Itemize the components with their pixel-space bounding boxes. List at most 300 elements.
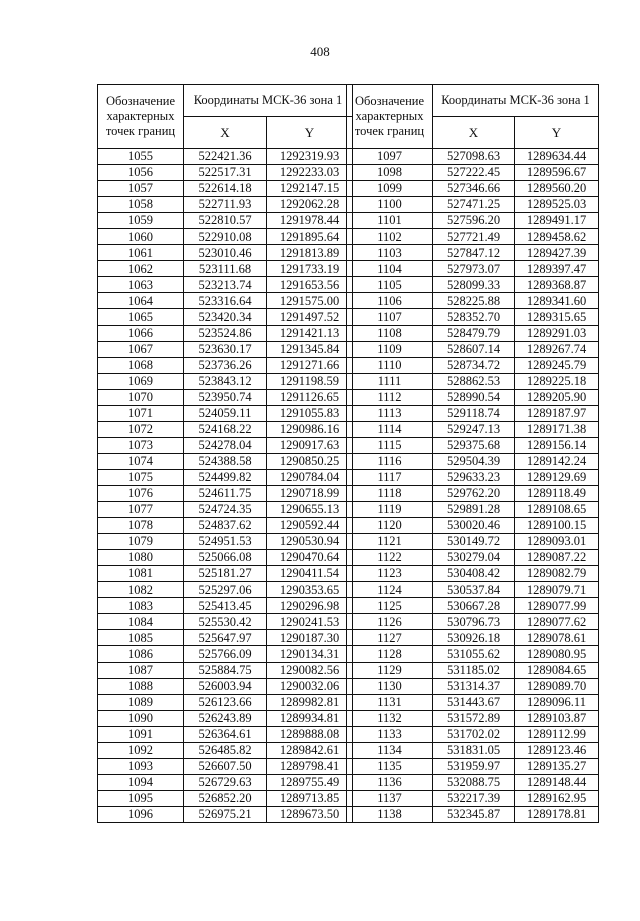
point-id-cell: 1074: [98, 453, 184, 469]
x-cell: 526123.66: [184, 694, 267, 710]
table-row: [98, 277, 353, 293]
y-cell: 1292147.15: [267, 181, 353, 197]
point-id-cell: 1127: [347, 630, 433, 646]
y-cell: 1289291.03: [515, 325, 599, 341]
x-cell: 530408.42: [433, 566, 515, 582]
table-row: [347, 245, 599, 261]
x-cell: 523630.17: [184, 341, 267, 357]
x-header: X: [433, 117, 515, 149]
point-id-cell: 1105: [347, 277, 433, 293]
point-id-cell: 1097: [347, 149, 433, 165]
point-id-cell: 1057: [98, 181, 184, 197]
table-row: [347, 485, 599, 501]
x-cell: 528479.79: [433, 325, 515, 341]
y-cell: 1289135.27: [515, 758, 599, 774]
table-row: [98, 373, 353, 389]
point-id-cell: 1096: [98, 806, 184, 822]
table-row: [347, 149, 599, 165]
table-row: [347, 646, 599, 662]
y-cell: 1289087.22: [515, 550, 599, 566]
point-id-cell: 1098: [347, 165, 433, 181]
y-cell: 1290470.64: [267, 550, 353, 566]
table-row: [347, 550, 599, 566]
point-id-cell: 1111: [347, 373, 433, 389]
table-row: [347, 453, 599, 469]
point-id-cell: 1091: [98, 726, 184, 742]
point-id-cell: 1094: [98, 774, 184, 790]
point-id-cell: 1073: [98, 437, 184, 453]
table-row: [98, 710, 353, 726]
x-cell: 527222.45: [433, 165, 515, 181]
table-row: [98, 357, 353, 373]
point-id-cell: 1055: [98, 149, 184, 165]
x-cell: 526485.82: [184, 742, 267, 758]
table-row: [347, 774, 599, 790]
table-row: [98, 502, 353, 518]
table-row: [98, 389, 353, 405]
point-id-cell: 1075: [98, 469, 184, 485]
table-row: [347, 261, 599, 277]
y-cell: 1289077.62: [515, 614, 599, 630]
point-id-cell: 1093: [98, 758, 184, 774]
table-row: [98, 678, 353, 694]
point-id-cell: 1109: [347, 341, 433, 357]
point-id-cell: 1120: [347, 518, 433, 534]
y-cell: 1289798.41: [267, 758, 353, 774]
x-cell: 531185.02: [433, 662, 515, 678]
y-cell: 1290082.56: [267, 662, 353, 678]
table-row: [98, 742, 353, 758]
y-cell: 1289118.49: [515, 485, 599, 501]
point-id-cell: 1108: [347, 325, 433, 341]
y-cell: 1289162.95: [515, 790, 599, 806]
table-body-right: [347, 149, 599, 823]
point-id-cell: 1135: [347, 758, 433, 774]
table-row: [347, 790, 599, 806]
y-cell: 1290134.31: [267, 646, 353, 662]
y-cell: 1289156.14: [515, 437, 599, 453]
x-cell: 531572.89: [433, 710, 515, 726]
x-cell: 526003.94: [184, 678, 267, 694]
x-cell: 523950.74: [184, 389, 267, 405]
table-row: [347, 678, 599, 694]
y-cell: 1289078.61: [515, 630, 599, 646]
point-id-cell: 1125: [347, 598, 433, 614]
table-row: [347, 726, 599, 742]
table-row: [98, 453, 353, 469]
table-row: [98, 165, 353, 181]
point-id-cell: 1115: [347, 437, 433, 453]
x-cell: 524724.35: [184, 502, 267, 518]
y-cell: 1289112.99: [515, 726, 599, 742]
x-cell: 530279.04: [433, 550, 515, 566]
table-row: [347, 694, 599, 710]
y-cell: 1290655.13: [267, 502, 353, 518]
y-cell: 1289178.81: [515, 806, 599, 822]
table-row: [98, 149, 353, 165]
x-cell: 532345.87: [433, 806, 515, 822]
x-cell: 529891.28: [433, 502, 515, 518]
y-cell: 1289093.01: [515, 534, 599, 550]
x-cell: 526607.50: [184, 758, 267, 774]
point-id-cell: 1064: [98, 293, 184, 309]
x-cell: 524278.04: [184, 437, 267, 453]
point-id-cell: 1063: [98, 277, 184, 293]
point-id-cell: 1087: [98, 662, 184, 678]
y-cell: 1289842.61: [267, 742, 353, 758]
y-cell: 1290784.04: [267, 469, 353, 485]
y-cell: 1289171.38: [515, 421, 599, 437]
x-cell: 522910.08: [184, 229, 267, 245]
x-cell: 527973.07: [433, 261, 515, 277]
table-row: [98, 261, 353, 277]
point-id-cell: 1119: [347, 502, 433, 518]
table-row: [98, 758, 353, 774]
point-id-cell: 1079: [98, 534, 184, 550]
point-id-cell: 1084: [98, 614, 184, 630]
designation-header: Обозначение характерных точек границ: [98, 85, 184, 149]
point-id-cell: 1107: [347, 309, 433, 325]
y-cell: 1292319.93: [267, 149, 353, 165]
x-cell: 529633.23: [433, 469, 515, 485]
y-cell: 1289084.65: [515, 662, 599, 678]
point-id-cell: 1131: [347, 694, 433, 710]
table-row: [98, 534, 353, 550]
point-id-cell: 1130: [347, 678, 433, 694]
point-id-cell: 1101: [347, 213, 433, 229]
point-id-cell: 1110: [347, 357, 433, 373]
table-row: [347, 309, 599, 325]
x-cell: 528099.33: [433, 277, 515, 293]
point-id-cell: 1133: [347, 726, 433, 742]
y-cell: 1289934.81: [267, 710, 353, 726]
y-cell: 1289089.70: [515, 678, 599, 694]
x-cell: 525766.09: [184, 646, 267, 662]
y-cell: 1290917.63: [267, 437, 353, 453]
x-cell: 530926.18: [433, 630, 515, 646]
table-row: [98, 293, 353, 309]
x-cell: 531443.67: [433, 694, 515, 710]
x-cell: 523420.34: [184, 309, 267, 325]
x-cell: 523843.12: [184, 373, 267, 389]
y-cell: 1290187.30: [267, 630, 353, 646]
table-row: [347, 469, 599, 485]
y-cell: 1289077.99: [515, 598, 599, 614]
y-cell: 1289525.03: [515, 197, 599, 213]
point-id-cell: 1117: [347, 469, 433, 485]
table-row: [347, 630, 599, 646]
x-cell: 532088.75: [433, 774, 515, 790]
table-row: [347, 566, 599, 582]
table-row: [347, 437, 599, 453]
x-cell: 522517.31: [184, 165, 267, 181]
x-cell: 528607.14: [433, 341, 515, 357]
y-cell: 1290718.99: [267, 485, 353, 501]
y-cell: 1291733.19: [267, 261, 353, 277]
x-cell: 531831.05: [433, 742, 515, 758]
point-id-cell: 1128: [347, 646, 433, 662]
point-id-cell: 1104: [347, 261, 433, 277]
point-id-cell: 1062: [98, 261, 184, 277]
point-id-cell: 1060: [98, 229, 184, 245]
table-row: [98, 598, 353, 614]
y-cell: 1290530.94: [267, 534, 353, 550]
point-id-cell: 1126: [347, 614, 433, 630]
table-row: [347, 165, 599, 181]
table-row: [98, 213, 353, 229]
y-cell: 1289427.39: [515, 245, 599, 261]
y-cell: 1289187.97: [515, 405, 599, 421]
x-cell: 522711.93: [184, 197, 267, 213]
y-cell: 1289225.18: [515, 373, 599, 389]
point-id-cell: 1138: [347, 806, 433, 822]
y-cell: 1289245.79: [515, 357, 599, 373]
point-id-cell: 1124: [347, 582, 433, 598]
table-row: [347, 710, 599, 726]
y-cell: 1290032.06: [267, 678, 353, 694]
table-row: [347, 534, 599, 550]
x-cell: 522614.18: [184, 181, 267, 197]
table-row: [347, 213, 599, 229]
x-cell: 525530.42: [184, 614, 267, 630]
x-cell: 526975.21: [184, 806, 267, 822]
x-cell: 531314.37: [433, 678, 515, 694]
point-id-cell: 1118: [347, 485, 433, 501]
point-id-cell: 1061: [98, 245, 184, 261]
x-cell: 525413.45: [184, 598, 267, 614]
y-cell: 1290241.53: [267, 614, 353, 630]
x-cell: 525647.97: [184, 630, 267, 646]
table-row: [98, 694, 353, 710]
point-id-cell: 1081: [98, 566, 184, 582]
x-cell: 526243.89: [184, 710, 267, 726]
point-id-cell: 1116: [347, 453, 433, 469]
y-cell: 1292233.03: [267, 165, 353, 181]
y-cell: 1291271.66: [267, 357, 353, 373]
x-cell: 530667.28: [433, 598, 515, 614]
table-row: [98, 518, 353, 534]
y-cell: 1289755.49: [267, 774, 353, 790]
x-cell: 524168.22: [184, 421, 267, 437]
table-row: [98, 726, 353, 742]
y-cell: 1290850.25: [267, 453, 353, 469]
y-cell: 1291126.65: [267, 389, 353, 405]
x-cell: 523213.74: [184, 277, 267, 293]
y-cell: 1289888.08: [267, 726, 353, 742]
point-id-cell: 1129: [347, 662, 433, 678]
y-cell: 1290296.98: [267, 598, 353, 614]
x-cell: 529504.39: [433, 453, 515, 469]
table-row: [98, 469, 353, 485]
x-cell: 531055.62: [433, 646, 515, 662]
point-id-cell: 1132: [347, 710, 433, 726]
point-id-cell: 1113: [347, 405, 433, 421]
x-cell: 528734.72: [433, 357, 515, 373]
x-cell: 527471.25: [433, 197, 515, 213]
table-body-left: [98, 149, 353, 823]
point-id-cell: 1106: [347, 293, 433, 309]
point-id-cell: 1122: [347, 550, 433, 566]
x-cell: 530537.84: [433, 582, 515, 598]
table-row: [347, 421, 599, 437]
y-cell: 1291421.13: [267, 325, 353, 341]
point-id-cell: 1058: [98, 197, 184, 213]
y-cell: 1290353.65: [267, 582, 353, 598]
point-id-cell: 1086: [98, 646, 184, 662]
coords-header: Координаты МСК-36 зона 1: [433, 85, 599, 117]
table-row: [347, 598, 599, 614]
x-cell: 527098.63: [433, 149, 515, 165]
table-row: [98, 309, 353, 325]
x-cell: 523010.46: [184, 245, 267, 261]
x-cell: 522421.36: [184, 149, 267, 165]
point-id-cell: 1071: [98, 405, 184, 421]
point-id-cell: 1137: [347, 790, 433, 806]
table-row: [347, 373, 599, 389]
table-row: [98, 421, 353, 437]
table-row: [347, 405, 599, 421]
point-id-cell: 1114: [347, 421, 433, 437]
table-row: [347, 742, 599, 758]
x-cell: 528990.54: [433, 389, 515, 405]
x-cell: 523736.26: [184, 357, 267, 373]
point-id-cell: 1092: [98, 742, 184, 758]
table-row: [98, 630, 353, 646]
point-id-cell: 1069: [98, 373, 184, 389]
table-row: [98, 614, 353, 630]
point-id-cell: 1121: [347, 534, 433, 550]
y-cell: 1289368.87: [515, 277, 599, 293]
designation-header: Обозначение характерных точек границ: [347, 85, 433, 149]
table-row: [347, 197, 599, 213]
y-cell: 1291813.89: [267, 245, 353, 261]
point-id-cell: 1123: [347, 566, 433, 582]
y-cell: 1289108.65: [515, 502, 599, 518]
y-cell: 1291198.59: [267, 373, 353, 389]
coordinates-table-left: [97, 84, 353, 823]
y-cell: 1289205.90: [515, 389, 599, 405]
table-row: [98, 197, 353, 213]
table-row: [98, 405, 353, 421]
table-row: [98, 229, 353, 245]
point-id-cell: 1082: [98, 582, 184, 598]
point-id-cell: 1076: [98, 485, 184, 501]
x-cell: 532217.39: [433, 790, 515, 806]
point-id-cell: 1134: [347, 742, 433, 758]
table-row: [98, 550, 353, 566]
table-row: [98, 245, 353, 261]
y-cell: 1289341.60: [515, 293, 599, 309]
x-cell: 530796.73: [433, 614, 515, 630]
x-cell: 523316.64: [184, 293, 267, 309]
x-cell: 528225.88: [433, 293, 515, 309]
point-id-cell: 1080: [98, 550, 184, 566]
table-row: [347, 389, 599, 405]
x-cell: 529118.74: [433, 405, 515, 421]
point-id-cell: 1085: [98, 630, 184, 646]
y-cell: 1289267.74: [515, 341, 599, 357]
y-cell: 1290986.16: [267, 421, 353, 437]
y-cell: 1289397.47: [515, 261, 599, 277]
table-row: [347, 662, 599, 678]
x-cell: 531959.97: [433, 758, 515, 774]
y-cell: 1289596.67: [515, 165, 599, 181]
table-row: [347, 614, 599, 630]
y-cell: 1289082.79: [515, 566, 599, 582]
table-row: [347, 293, 599, 309]
point-id-cell: 1067: [98, 341, 184, 357]
x-cell: 523524.86: [184, 325, 267, 341]
coords-header: Координаты МСК-36 зона 1: [184, 85, 353, 117]
point-id-cell: 1090: [98, 710, 184, 726]
x-header: X: [184, 117, 267, 149]
table-row: [98, 806, 353, 822]
point-id-cell: 1083: [98, 598, 184, 614]
table-row: [98, 325, 353, 341]
coordinates-table-right: [346, 84, 599, 823]
y-cell: 1289458.62: [515, 229, 599, 245]
x-cell: 527346.66: [433, 181, 515, 197]
point-id-cell: 1065: [98, 309, 184, 325]
table-row: [347, 357, 599, 373]
y-cell: 1290411.54: [267, 566, 353, 582]
table-row: [347, 502, 599, 518]
x-cell: 523111.68: [184, 261, 267, 277]
x-cell: 524059.11: [184, 405, 267, 421]
table-row: [98, 646, 353, 662]
x-cell: 527847.12: [433, 245, 515, 261]
table-row: [98, 662, 353, 678]
x-cell: 522810.57: [184, 213, 267, 229]
y-cell: 1291497.52: [267, 309, 353, 325]
x-cell: 530149.72: [433, 534, 515, 550]
x-cell: 525884.75: [184, 662, 267, 678]
y-cell: 1291978.44: [267, 213, 353, 229]
y-cell: 1289103.87: [515, 710, 599, 726]
table-row: [98, 790, 353, 806]
point-id-cell: 1089: [98, 694, 184, 710]
x-cell: 525181.27: [184, 566, 267, 582]
point-id-cell: 1100: [347, 197, 433, 213]
point-id-cell: 1068: [98, 357, 184, 373]
point-id-cell: 1112: [347, 389, 433, 405]
y-cell: 1291653.56: [267, 277, 353, 293]
y-cell: 1289100.15: [515, 518, 599, 534]
x-cell: 531702.02: [433, 726, 515, 742]
x-cell: 524837.62: [184, 518, 267, 534]
page-number: 408: [310, 44, 330, 59]
point-id-cell: 1077: [98, 502, 184, 518]
point-id-cell: 1088: [98, 678, 184, 694]
point-id-cell: 1102: [347, 229, 433, 245]
x-cell: 524611.75: [184, 485, 267, 501]
y-cell: 1289491.17: [515, 213, 599, 229]
table-row: [98, 341, 353, 357]
y-cell: 1290592.44: [267, 518, 353, 534]
table-row: [347, 277, 599, 293]
y-cell: 1291575.00: [267, 293, 353, 309]
x-cell: 529762.20: [433, 485, 515, 501]
y-cell: 1291345.84: [267, 341, 353, 357]
x-cell: 526364.61: [184, 726, 267, 742]
point-id-cell: 1059: [98, 213, 184, 229]
x-cell: 528352.70: [433, 309, 515, 325]
table-row: [347, 806, 599, 822]
y-cell: 1291055.83: [267, 405, 353, 421]
y-cell: 1289673.50: [267, 806, 353, 822]
point-id-cell: 1072: [98, 421, 184, 437]
table-row: [347, 758, 599, 774]
